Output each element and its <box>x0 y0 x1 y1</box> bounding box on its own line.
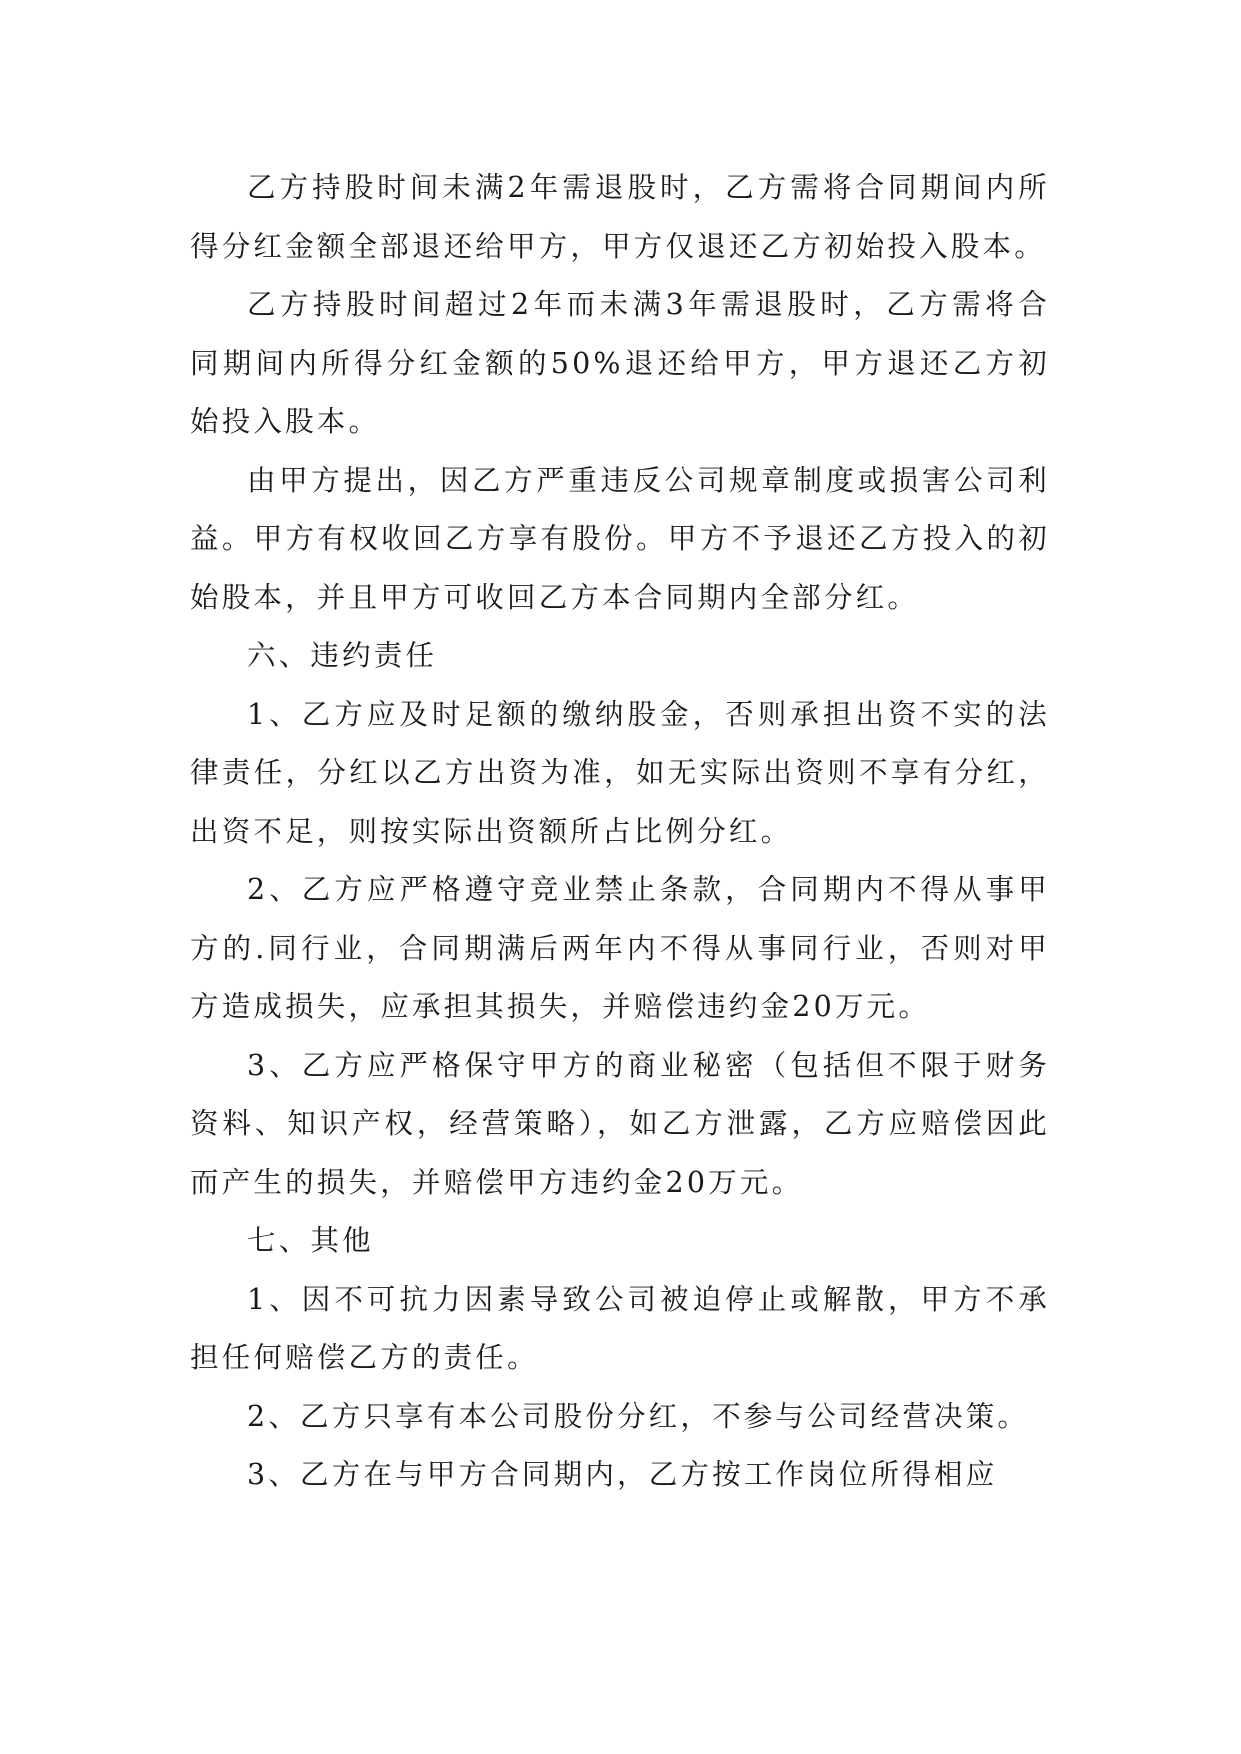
clause-paragraph: 乙方持股时间未满2年需退股时，乙方需将合同期间内所得分红金额全部退还给甲方，甲方仅退还乙方初始投入股本。 <box>190 171 1050 263</box>
clause-paragraph: 3、乙方应严格保守甲方的商业秘密（包括但不限于财务资料、知识产权，经营策略），如乙方泄露，乙方应赔偿因此而产生的损失，并赔偿甲方违约金20万元。 <box>190 1048 1050 1199</box>
clause-paragraph: 2、乙方只享有本公司股份分红，不参与公司经营决策。 <box>247 1399 1030 1433</box>
document-body <box>190 159 1050 1505</box>
clause-paragraph: 1、因不可抗力因素导致公司被迫停止或解散，甲方不承担任何赔偿乙方的责任。 <box>190 1282 1050 1374</box>
clause-paragraph: 2、乙方应严格遵守竞业禁止条款，合同期内不得从事甲方的.同行业，合同期满后两年内不得从事同行业，否则对甲方造成损失，应承担其损失，并赔偿违约金20万元。 <box>190 873 1050 1023</box>
clause-paragraph: 1、乙方应及时足额的缴纳股金，否则承担出资不实的法律责任，分红以乙方出资为准，如无实际出资则不享有分红，出资不足，则按实际出资额所占比例分红。 <box>190 697 1050 848</box>
section-heading-breach-liability: 六、违约责任 <box>247 639 438 672</box>
clause-paragraph: 由甲方提出，因乙方严重违反公司规章制度或损害公司利益。甲方有权收回乙方享有股份。甲方不予退还乙方投入的初始股本，并且甲方可收回乙方本合同期内全部分红。 <box>190 463 1050 614</box>
section-heading-other: 七、其他 <box>247 1224 374 1257</box>
clause-paragraph: 乙方持股时间超过2年而未满3年需退股时，乙方需将合同期间内所得分红金额的50%退还给甲方，甲方退还乙方初始投入股本。 <box>190 288 1050 438</box>
clause-paragraph: 3、乙方在与甲方合同期内，乙方按工作岗位所得相应 <box>247 1458 998 1491</box>
